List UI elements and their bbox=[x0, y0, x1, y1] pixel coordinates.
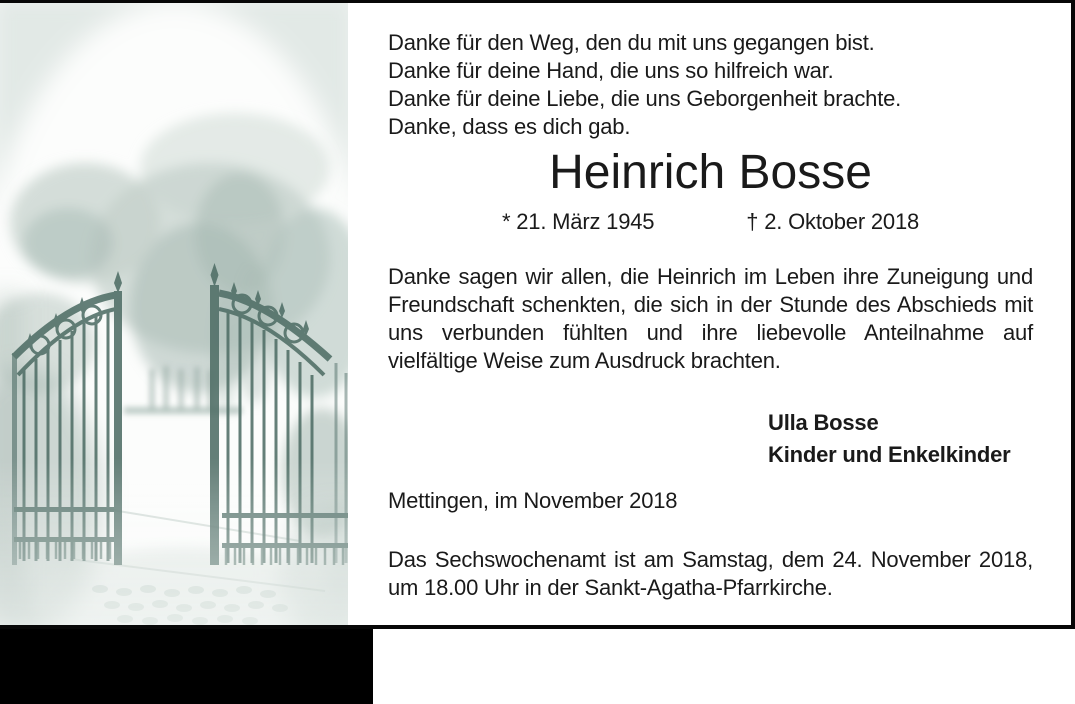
life-dates bbox=[388, 208, 1033, 236]
thanks-line-3: Danke für deine Liebe, die uns Geborgenheit brachte. bbox=[388, 86, 902, 111]
thanks-line-4: Danke, dass es dich gab. bbox=[388, 114, 631, 139]
acknowledgement-paragraph: Danke sagen wir allen, die Heinrich im Leben ihre Zuneigung und Freundschaft schenkten, die sich in der Stunde des Abschieds mit uns verbunden fühlten und ihre liebevolle Anteilnahme auf vielfältige Weise zum Ausdruck brachten. bbox=[388, 264, 1033, 373]
mourner-1: Ulla Bosse bbox=[768, 410, 879, 435]
notice-border-right bbox=[1071, 0, 1075, 629]
lower-fade bbox=[0, 458, 348, 625]
thanks-line-1: Danke für den Weg, den du mit uns gegangen bist. bbox=[388, 30, 875, 55]
mourners-block bbox=[768, 407, 1011, 471]
gate-photo-svg bbox=[0, 3, 348, 625]
thanks-line-2: Danke für deine Hand, die uns so hilfreich war. bbox=[388, 58, 834, 83]
black-block bbox=[0, 629, 373, 704]
birth-date: * 21. März 1945 bbox=[501, 209, 655, 234]
notice-border-top bbox=[0, 0, 1075, 3]
thanks-verse bbox=[388, 29, 1033, 141]
cemetery-gate-photo bbox=[0, 3, 348, 625]
service-info-paragraph: Das Sechswochenamt ist am Samstag, dem 24. November 2018, um 18.00 Uhr in der Sankt-Agatha-Pfarrkirche. bbox=[388, 547, 1033, 600]
mourner-2: Kinder und Enkelkinder bbox=[768, 442, 1011, 467]
place-and-date: Mettingen, im November 2018 bbox=[388, 488, 678, 513]
deceased-name: Heinrich Bosse bbox=[549, 146, 872, 199]
death-date: † 2. Oktober 2018 bbox=[746, 209, 920, 234]
